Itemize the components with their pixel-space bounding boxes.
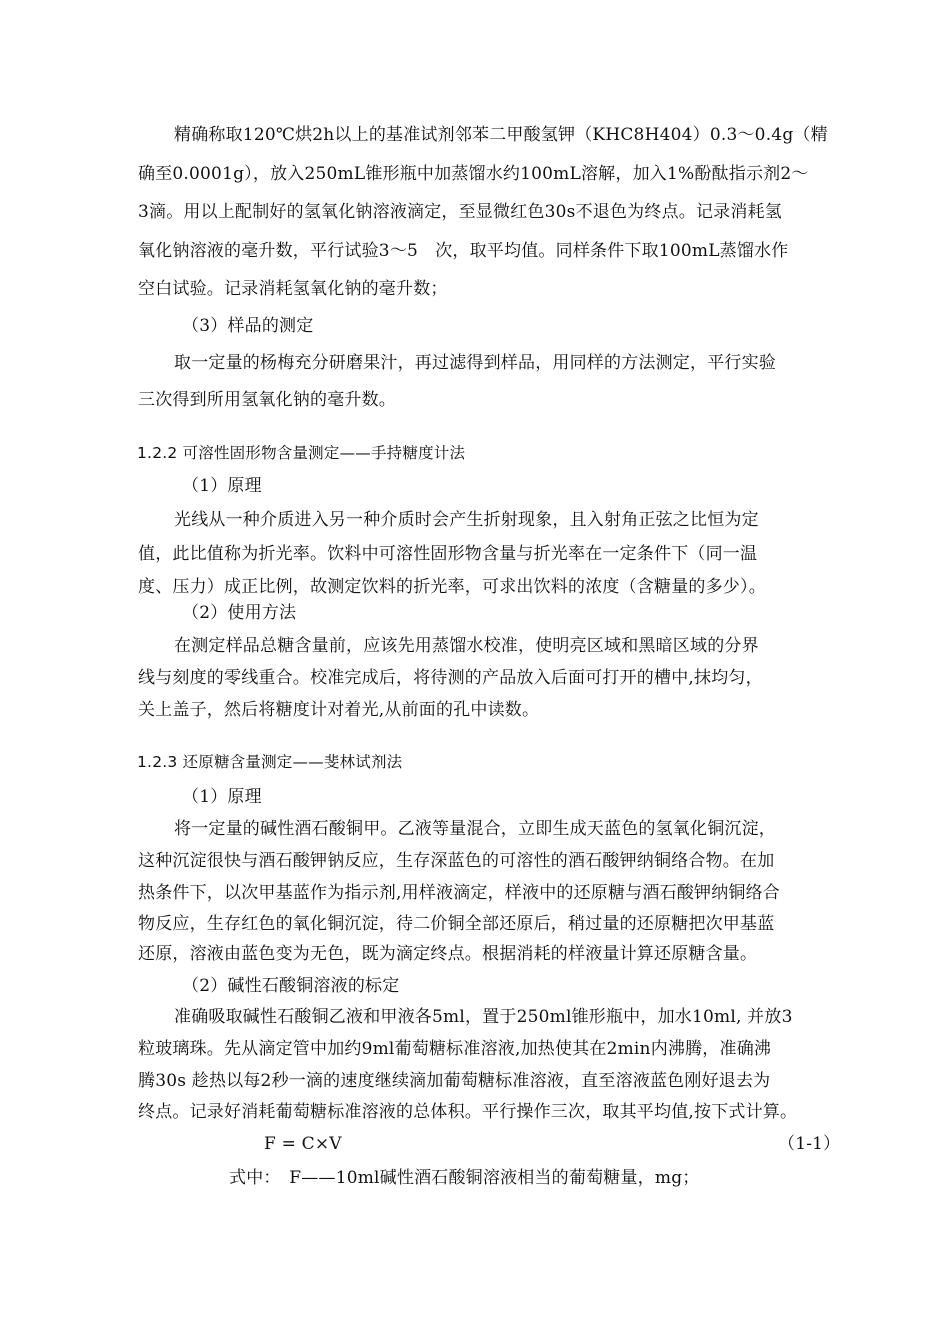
paragraph-line: 值，此比值称为折光率。饮料中可溶性固形物含量与折光率在一定条件下（同一温 [138, 544, 758, 564]
section-heading-1-2-3: 1.2.3 还原糖含量测定——斐林试剂法 [137, 753, 403, 771]
paragraph-line: 光线从一种介质进入另一种介质时会产生折射现象，且入射角正弦之比恒为定 [174, 510, 759, 530]
subheading: （2）使用方法 [182, 603, 297, 623]
paragraph-line: 3滴。用以上配制好的氢氧化钠溶液滴定，至显微红色30s不退色为终点。记录消耗氢 [138, 202, 782, 222]
paragraph-line: 将一定量的碱性酒石酸铜甲。乙液等量混合，立即生成天蓝色的氢氧化铜沉淀， [174, 819, 776, 839]
paragraph-line: 终点。记录好消耗葡萄糖标准溶液的总体积。平行操作三次，取其平均值,按下式计算。 [138, 1102, 798, 1122]
paragraph-line: 还原，溶液由蓝色变为无色，既为滴定终点。根据消耗的样液量计算还原糖含量。 [138, 944, 758, 964]
paragraph-line: 物反应，生存红色的氧化铜沉淀，待二价铜全部还原后，稍过量的还原糖把次甲基蓝 [138, 914, 775, 934]
subheading: （2）碱性石酸铜溶液的标定 [182, 976, 400, 996]
paragraph-line: 三次得到所用氢氧化钠的毫升数。 [138, 390, 396, 410]
subheading: （3）样品的测定 [182, 316, 314, 336]
equation-number: （1-1） [778, 1134, 841, 1154]
paragraph-line: 腾30s 趁热以每2秒一滴的速度继续滴加葡萄糖标准溶液，直至溶液蓝色刚好退去为 [138, 1071, 771, 1091]
paragraph-line: 热条件下，以次甲基蓝作为指示剂,用样液滴定，样液中的还原糖与酒石酸钾纳铜络合 [138, 883, 781, 903]
paragraph-line: 粒玻璃珠。先从滴定管中加约9ml葡萄糖标准溶液,加热使其在2min内沸腾，准确沸 [138, 1039, 772, 1059]
paragraph-line: 取一定量的杨梅充分研磨果汁，再过滤得到样品，用同样的方法测定，平行实验 [174, 353, 776, 373]
paragraph-line: 确至0.0001g），放入250mL锥形瓶中加蒸馏水约100mL溶解，加入1%酚酞指示剂2～ [138, 164, 809, 184]
equation-definition: 式中： F——10ml碱性酒石酸铜溶液相当的葡萄糖量，mg； [229, 1168, 700, 1188]
paragraph-line: 空白试验。记录消耗氢氧化钠的毫升数； [138, 279, 448, 299]
paragraph-line: 度、压力）成正比例，故测定饮料的折光率，可求出饮料的浓度（含糖量的多少）。 [138, 577, 766, 597]
paragraph-line: 氧化钠溶液的毫升数，平行试验3～5 次，取平均值。同样条件下取100mL蒸馏水作 [138, 241, 789, 261]
paragraph-line: 准确吸取碱性石酸铜乙液和甲液各5ml，置于250ml锥形瓶中，加水10ml, 并放3 [174, 1007, 793, 1027]
paragraph-line: 这种沉淀很快与酒石酸钾钠反应，生存深蓝色的可溶性的酒石酸钾纳铜络合物。在加 [138, 851, 775, 871]
subheading: （1）原理 [182, 476, 262, 496]
section-heading-1-2-2: 1.2.2 可溶性固形物含量测定——手持糖度计法 [137, 444, 466, 462]
paragraph-line: 在测定样品总糖含量前，应该先用蒸馏水校准，使明亮区域和黑暗区域的分界 [174, 636, 759, 656]
subheading: （1）原理 [182, 787, 262, 807]
equation: F = C×V [264, 1134, 342, 1154]
paragraph-line: 线与刻度的零线重合。校准完成后，将待测的产品放入后面可打开的槽中,抹均匀， [138, 668, 763, 688]
paragraph-line: 关上盖子，然后将糖度计对着光,从前面的孔中读数。 [138, 700, 540, 720]
paragraph-line: 精确称取120℃烘2h以上的基准试剂邻苯二甲酸氢钾（KHC8H404）0.3～0.4g（精 [174, 125, 828, 145]
